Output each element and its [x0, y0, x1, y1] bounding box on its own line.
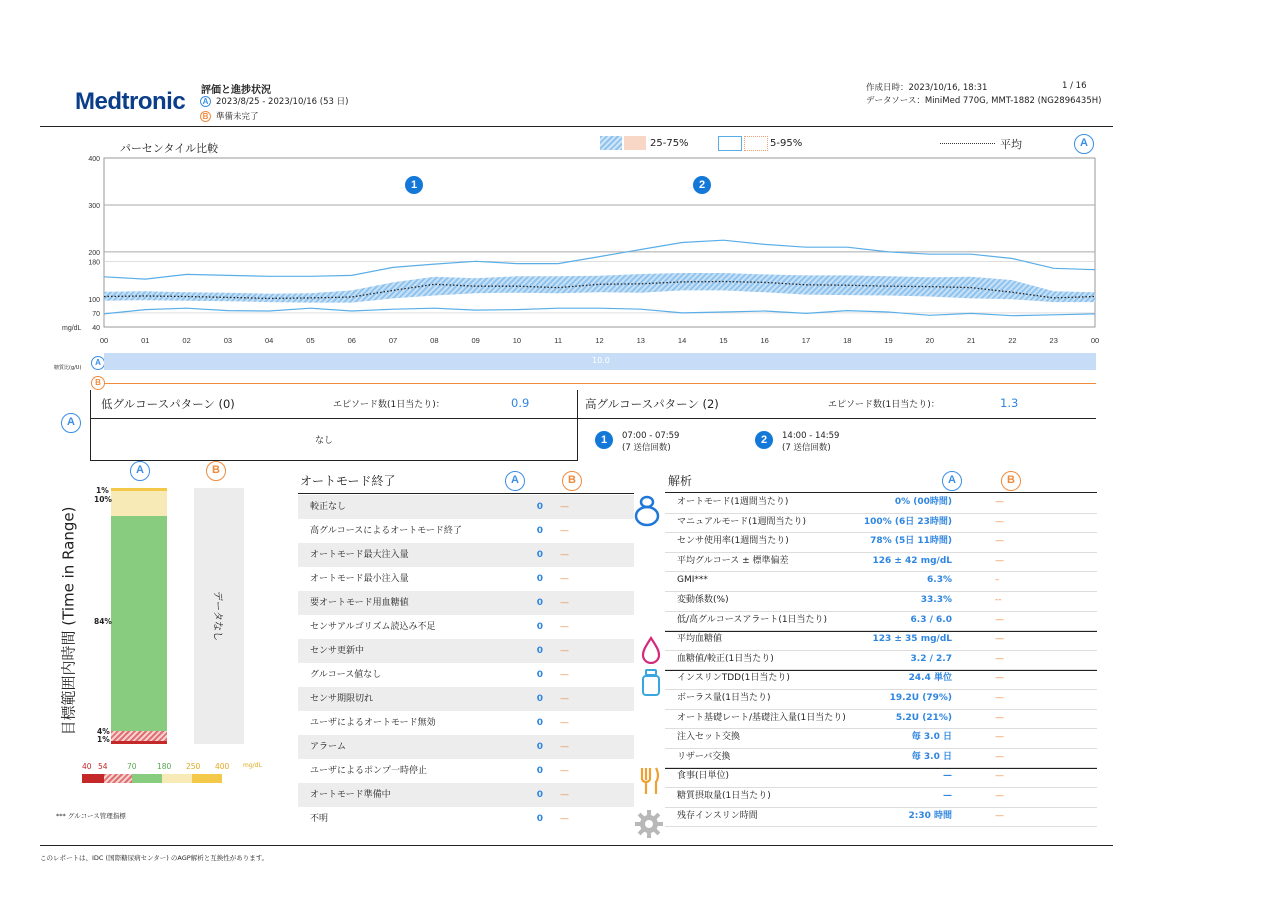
- analysis-row-b: —: [995, 810, 1004, 821]
- report-title: 評価と進捗状況: [201, 85, 271, 96]
- automode-row-label: ユーザによるポンプ一時停止: [310, 766, 428, 776]
- analysis-row-a: 3.2 / 2.7: [910, 653, 952, 664]
- automode-row-b: —: [560, 502, 569, 512]
- analysis-row-label: 糖質摂取量(1日当たり): [677, 791, 771, 801]
- automode-title: オートモード終了: [300, 474, 396, 488]
- scale-label-70: 70: [127, 762, 137, 771]
- x-tick-label: 00: [1090, 336, 1100, 345]
- analysis-row-a: 123 ± 35 mg/dL: [872, 634, 952, 645]
- high-pattern-title: 高グルコースパターン (2): [585, 397, 719, 411]
- analysis-row: [665, 592, 1097, 610]
- analysis-row-a: 毎 3.0 日: [911, 751, 952, 762]
- automode-row-a: 0: [536, 790, 543, 800]
- automode-row: [298, 543, 634, 567]
- analysis-title: 解析: [668, 474, 693, 488]
- analysis-row-a: 100% (6日 23時間): [863, 516, 952, 527]
- analysis-row-label: インスリンTDD(1日当たり): [677, 673, 790, 684]
- iqr-band: [104, 273, 1095, 303]
- analysis-row-b: —: [995, 712, 1004, 723]
- meal-icon: [638, 766, 662, 796]
- page-number: 1 / 16: [1062, 81, 1087, 91]
- carb-ratio-label: 糖質比(g/U): [54, 365, 82, 371]
- analysis-row-b: —: [995, 732, 1004, 743]
- analysis-header-line: [665, 492, 1097, 493]
- automode-row-a: 0: [536, 742, 543, 752]
- analysis-row-b: —: [995, 771, 1004, 782]
- period-a: 2023/8/25 - 2023/10/16 (53 日): [216, 97, 349, 107]
- mean-line: [104, 282, 1095, 299]
- medtronic-logo: Medtronic: [75, 88, 186, 115]
- y-tick-label: 300: [88, 202, 100, 210]
- carb-marker-a-icon: A: [91, 356, 105, 370]
- automode-row-b: —: [560, 646, 569, 656]
- analysis-row-b: —: [995, 497, 1004, 507]
- analysis-row: [665, 749, 1097, 767]
- x-tick-label: 06: [347, 336, 356, 345]
- gear-icon: [634, 809, 664, 839]
- automode-header-line: [298, 493, 634, 494]
- analysis-row-a: —: [943, 791, 952, 801]
- tir-b-no-data: データなし: [211, 591, 223, 641]
- legend-iqr-swatch-b: [624, 136, 646, 150]
- analysis-row: [665, 768, 1097, 786]
- x-tick-label: 04: [264, 336, 274, 345]
- analysis-row: [665, 631, 1097, 649]
- automode-row: [298, 663, 634, 687]
- automode-row-a: 0: [536, 526, 543, 536]
- x-tick-label: 03: [223, 336, 233, 345]
- automode-row-b: —: [560, 670, 569, 680]
- analysis-row-label: 平均血糖値: [677, 634, 723, 645]
- y-tick-label: 200: [88, 249, 100, 257]
- analysis-row-a: 6.3%: [927, 575, 952, 586]
- x-tick-label: 16: [760, 336, 769, 345]
- analysis-row: [665, 651, 1097, 669]
- patterns-header-line: [90, 418, 1096, 419]
- p5-line: [104, 308, 1095, 316]
- footer-divider: [40, 845, 1113, 846]
- high-pattern-1-count: (7 送信回数): [622, 443, 671, 453]
- data-source: データソース：MiniMed 770G, MMT-1882 (NG2896435H): [866, 96, 1102, 106]
- p95-line: [104, 240, 1095, 279]
- analysis-row-a: —: [943, 771, 952, 782]
- analysis-row-b: —: [995, 516, 1004, 527]
- scale-label-40: 40: [82, 762, 92, 771]
- marker-b-icon: B: [200, 111, 211, 122]
- x-tick-label: 18: [843, 336, 852, 345]
- analysis-row-a: 33.3%: [920, 595, 952, 605]
- low-episodes-label: エピソード数(1日当たり)：: [333, 400, 445, 410]
- analysis-row-label: オートモード(1週間当たり): [677, 497, 789, 507]
- analysis-row: [665, 710, 1097, 728]
- analysis-row-a: 2:30 時間: [908, 810, 952, 821]
- automode-row-a: 0: [536, 550, 543, 560]
- patterns-marker-a-icon: A: [61, 413, 81, 433]
- automode-row: [298, 495, 634, 519]
- automode-row-a: 0: [536, 694, 543, 704]
- analysis-row-a: 毎 3.0 日: [911, 732, 952, 743]
- pattern-1-marker: 1: [405, 176, 423, 194]
- analysis-row-b: —: [995, 536, 1004, 547]
- legend-mean-line: [940, 143, 995, 144]
- automode-row-label: センサ更新中: [310, 646, 365, 656]
- automode-row-label: 不明: [310, 814, 329, 824]
- automode-row: [298, 615, 634, 639]
- tir-pct-in-range: 84%: [94, 617, 112, 626]
- analysis-row-b: —: [995, 791, 1004, 801]
- analysis-row-label: ボーラス量(1日当たり): [677, 693, 771, 703]
- automode-row-a: 0: [536, 646, 543, 656]
- x-tick-label: 08: [430, 336, 439, 345]
- scale-bar: [82, 774, 222, 783]
- y-tick-label: 40: [92, 325, 100, 332]
- automode-row-b: —: [560, 694, 569, 704]
- x-tick-label: 09: [471, 336, 480, 345]
- carb-marker-b-icon: B: [91, 376, 105, 390]
- x-tick-label: 10: [512, 336, 522, 345]
- automode-row-b: —: [560, 790, 569, 800]
- automode-row-b: —: [560, 814, 569, 824]
- automode-marker-b-icon: B: [562, 471, 582, 491]
- analysis-row: [665, 572, 1097, 590]
- carb-ratio-b-line: [104, 383, 1096, 384]
- analysis-row-b: —: [995, 634, 1004, 645]
- legend-range-label: 5-95%: [770, 138, 803, 149]
- analysis-row-a: 78% (5日 11時間): [870, 536, 952, 547]
- scale-label-180: 180: [157, 762, 172, 771]
- analysis-row-label: 残存インスリン時間: [677, 810, 758, 821]
- automode-row: [298, 735, 634, 759]
- analysis-row: [665, 729, 1097, 747]
- marker-a-icon: A: [200, 96, 211, 107]
- automode-row-b: —: [560, 550, 569, 560]
- analysis-row-b: —: [995, 673, 1004, 684]
- automode-row: [298, 639, 634, 663]
- automode-marker-a-icon: A: [505, 471, 525, 491]
- analysis-row: [665, 808, 1097, 826]
- analysis-row-b: —: [995, 693, 1004, 703]
- footer-note: このレポートは、IDC (国際糖尿病センター) のAGP解析と互換性があります。: [40, 854, 269, 862]
- automode-row: [298, 783, 634, 807]
- automode-row-b: —: [560, 598, 569, 608]
- analysis-row-line: [665, 826, 1097, 827]
- analysis-row-a: 24.4 単位: [908, 673, 952, 684]
- analysis-row-b: —: [995, 751, 1004, 762]
- analysis-row-a: 126 ± 42 mg/dL: [872, 555, 952, 566]
- x-tick-label: 05: [306, 336, 315, 345]
- automode-row: [298, 687, 634, 711]
- legend-range-swatch-b: [744, 136, 768, 151]
- y-tick-label: 100: [88, 296, 100, 304]
- created-date: 作成日時：2023/10/16, 18:31: [866, 83, 988, 93]
- high-pattern-1-marker: 1: [595, 431, 613, 449]
- automode-row-label: オートモード最大注入量: [310, 550, 409, 560]
- scale-label-unit: mg/dL: [243, 762, 262, 769]
- analysis-row-b: —: [995, 555, 1004, 566]
- automode-row-label: オートモード最小注入量: [310, 574, 409, 584]
- analysis-row: [665, 670, 1097, 688]
- x-tick-label: 17: [801, 336, 811, 345]
- automode-row-a: 0: [536, 598, 543, 608]
- x-tick-label: 20: [925, 336, 935, 345]
- analysis-row-label: リザーバ交換: [677, 751, 731, 762]
- analysis-row-label: 変動係数(%): [677, 595, 729, 605]
- low-episodes-value: 0.9: [511, 396, 530, 410]
- tir-pct-very-high: 1%: [96, 486, 109, 495]
- automode-row-a: 0: [536, 814, 543, 824]
- automode-row-label: オートモード準備中: [310, 790, 391, 800]
- carb-ratio-value: 10.0: [592, 356, 610, 365]
- automode-row-a: 0: [536, 622, 543, 632]
- analysis-row-label: 平均グルコース ± 標準偏差: [677, 555, 789, 566]
- scale-label-400: 400: [215, 762, 230, 771]
- insulin-vial-icon: [640, 668, 662, 698]
- percentile-title: パーセンタイル比較: [120, 142, 219, 155]
- automode-row: [298, 567, 634, 591]
- automode-row: [298, 711, 634, 735]
- x-tick-label: 11: [554, 336, 563, 345]
- gmi-footnote: *** グルコース管理指標: [56, 812, 126, 820]
- automode-row-label: ユーザによるオートモード無効: [310, 718, 436, 728]
- high-pattern-2-marker: 2: [755, 431, 773, 449]
- automode-row-label: センサアルゴリズム読込み不足: [310, 622, 436, 632]
- automode-row-label: アラーム: [310, 742, 347, 752]
- high-episodes-label: エピソード数(1日当たり)：: [828, 400, 940, 410]
- automode-row-b: —: [560, 766, 569, 776]
- analysis-row-b: --: [995, 595, 1002, 605]
- x-tick-label: 12: [595, 336, 604, 345]
- tir-in-range: [111, 516, 167, 731]
- analysis-row-label: 食事(日単位): [677, 771, 730, 782]
- x-tick-label: 23: [1049, 336, 1058, 345]
- automode-row: [298, 807, 634, 831]
- automode-row-a: 0: [536, 718, 543, 728]
- period-b: 準備未完了: [216, 112, 259, 122]
- header-divider: [40, 126, 1113, 127]
- automode-row-label: 較正なし: [310, 502, 347, 512]
- x-tick-label: 07: [388, 336, 398, 345]
- patterns-divider: [577, 390, 578, 460]
- legend-mean-label: 平均: [1000, 138, 1022, 151]
- patterns-left-edge: [90, 390, 91, 460]
- automode-row-b: —: [560, 718, 569, 728]
- x-tick-label: 15: [719, 336, 728, 345]
- tir-very-low: [111, 741, 167, 744]
- automode-row: [298, 519, 634, 543]
- analysis-row-label: マニュアルモード(1週間当たり): [677, 516, 807, 527]
- y-tick-label: 400: [88, 156, 100, 163]
- analysis-marker-b-icon: B: [1001, 471, 1021, 491]
- automode-row-a: 0: [536, 502, 543, 512]
- scale-label-250: 250: [186, 762, 201, 771]
- tir-marker-b-icon: B: [206, 461, 226, 481]
- tir-pct-very-low: 1%: [97, 735, 110, 744]
- automode-row-label: グルコース値なし: [310, 670, 382, 680]
- tir-pct-high: 10%: [94, 495, 112, 504]
- y-tick-label: 180: [88, 259, 100, 267]
- scale-label-54: 54: [98, 762, 108, 771]
- analysis-row-label: センサ使用率(1週間当たり): [677, 536, 789, 547]
- analysis-row: [665, 533, 1097, 551]
- automode-row: [298, 591, 634, 615]
- analysis-row-label: 低/高グルコースアラート(1日当たり): [677, 614, 828, 625]
- analysis-row-a: 19.2U (79%): [889, 693, 952, 703]
- legend-iqr-label: 25-75%: [650, 138, 689, 149]
- x-tick-label: 19: [884, 336, 893, 345]
- automode-row-label: 高グルコースによるオートモード終了: [310, 526, 462, 536]
- analysis-row-label: 血糖値/較正(1日当たり): [677, 653, 774, 664]
- automode-row-label: センサ期限切れ: [310, 694, 374, 704]
- y-unit-label: mg/dL: [62, 325, 82, 332]
- analysis-row-label: GMI***: [677, 575, 708, 586]
- analysis-row-label: 注入セット交換: [677, 732, 741, 743]
- blood-drop-icon: [640, 636, 662, 664]
- tir-marker-a-icon: A: [130, 461, 150, 481]
- chart-frame: [104, 158, 1095, 327]
- analysis-row: [665, 690, 1097, 708]
- analysis-row-a: 6.3 / 6.0: [910, 614, 952, 625]
- analysis-row: [665, 788, 1097, 806]
- analysis-marker-a-icon: A: [942, 471, 962, 491]
- x-tick-label: 02: [182, 336, 191, 345]
- high-pattern-2-count: (7 送信回数): [782, 443, 831, 453]
- x-tick-label: 00: [99, 336, 109, 345]
- analysis-row: [665, 494, 1097, 512]
- automode-row-b: —: [560, 742, 569, 752]
- x-tick-label: 21: [966, 336, 976, 345]
- high-episodes-value: 1.3: [1000, 396, 1019, 410]
- analysis-row: [665, 553, 1097, 571]
- automode-row-a: 0: [536, 766, 543, 776]
- analysis-row-b: –: [995, 575, 1000, 586]
- automode-row-b: —: [560, 574, 569, 584]
- chart-marker-a-icon: A: [1074, 134, 1094, 154]
- analysis-row-b: —: [995, 614, 1004, 625]
- legend-iqr-swatch: [600, 136, 622, 150]
- analysis-row: [665, 612, 1097, 630]
- automode-row-a: 0: [536, 670, 543, 680]
- sensor-icon: [632, 494, 662, 528]
- high-pattern-2-time: 14:00 - 14:59: [782, 431, 840, 441]
- y-tick-label: 70: [92, 310, 100, 318]
- x-tick-label: 22: [1008, 336, 1017, 345]
- x-tick-label: 01: [141, 336, 150, 345]
- automode-row-label: 要オートモード用血糖値: [310, 598, 409, 608]
- analysis-row: [665, 514, 1097, 532]
- low-pattern-title: 低グルコースパターン (0): [101, 397, 235, 411]
- analysis-row-a: 0% (00時間): [894, 497, 952, 507]
- tir-pct-low: 4%: [97, 727, 110, 736]
- high-pattern-1-time: 07:00 - 07:59: [622, 431, 680, 441]
- legend-range-swatch: [718, 136, 742, 151]
- analysis-row-a: 5.2U (21%): [895, 712, 952, 723]
- tir-low: [111, 731, 167, 741]
- automode-row-b: —: [560, 526, 569, 536]
- automode-row-b: —: [560, 622, 569, 632]
- pattern-2-marker: 2: [693, 176, 711, 194]
- analysis-row-b: —: [995, 653, 1004, 664]
- automode-row: [298, 759, 634, 783]
- x-tick-label: 14: [677, 336, 687, 345]
- tir-high: [111, 491, 167, 517]
- tir-axis-label: 目標範囲内時間 (Time in Range): [59, 506, 78, 736]
- patterns-bottom-line: [90, 460, 578, 461]
- automode-row-a: 0: [536, 574, 543, 584]
- x-tick-label: 13: [636, 336, 645, 345]
- tir-bar: [111, 488, 167, 744]
- analysis-row-label: オート基礎レート/基礎注入量(1日当たり): [677, 712, 846, 723]
- low-pattern-none: なし: [315, 436, 334, 446]
